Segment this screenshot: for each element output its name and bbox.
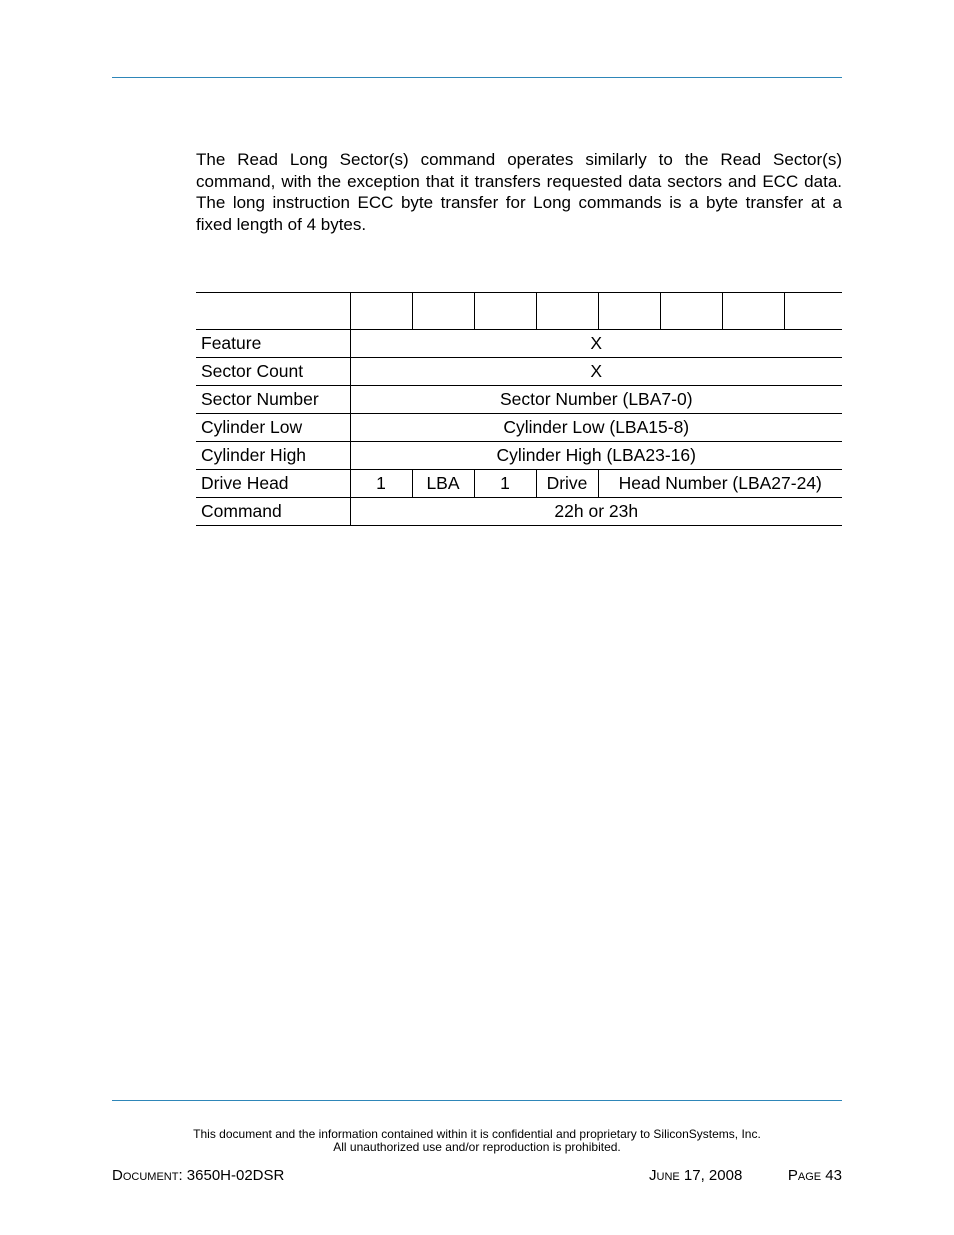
table-row	[196, 386, 842, 414]
register-value: X	[350, 330, 842, 358]
page-number-value: 43	[821, 1167, 842, 1184]
footer-rule	[112, 1100, 842, 1101]
notice-line: This document and the information contained within it is confidential and proprietary to SiliconSystems, Inc.	[193, 1127, 761, 1141]
date-month: June	[649, 1167, 680, 1184]
table-row	[196, 414, 842, 442]
header-cell	[660, 293, 722, 330]
page-label: Page	[787, 1167, 822, 1184]
register-name: Cylinder High	[196, 442, 350, 470]
confidentiality-notice	[112, 1128, 842, 1154]
register-name: Cylinder Low	[196, 414, 350, 442]
header-cell	[196, 293, 350, 330]
table-row	[196, 330, 842, 358]
register-value: 22h or 23h	[350, 498, 842, 526]
bit-cell: Drive	[536, 470, 598, 498]
table-row	[196, 358, 842, 386]
bit-cell: 1	[474, 470, 536, 498]
register-value: Cylinder High (LBA23-16)	[350, 442, 842, 470]
page-number	[788, 1167, 842, 1184]
document-label: Document	[112, 1167, 179, 1184]
table-row	[196, 498, 842, 526]
register-value: X	[350, 358, 842, 386]
date-rest: 17, 2008	[679, 1167, 743, 1184]
body-paragraph: The Read Long Sector(s) command operates similarly to the Read Sector(s) command, with the exception that it transfers requested data sectors and ECC data. The long instruction ECC byte transfer for Long commands is a byte transfer at a fixed length of 4 bytes.	[196, 150, 842, 234]
header-cell	[474, 293, 536, 330]
register-name: Sector Count	[196, 358, 350, 386]
head-number-cell: Head Number (LBA27-24)	[598, 470, 842, 498]
table-row	[196, 470, 842, 498]
header-cell	[784, 293, 842, 330]
header-rule	[112, 77, 842, 78]
table-header-row	[196, 293, 842, 330]
register-value: Sector Number (LBA7-0)	[350, 386, 842, 414]
header-cell	[412, 293, 474, 330]
register-name: Drive Head	[196, 470, 350, 498]
bit-cell: LBA	[412, 470, 474, 498]
notice-line: All unauthorized use and/or reproduction is prohibited.	[333, 1140, 621, 1154]
header-cell	[722, 293, 784, 330]
header-cell	[536, 293, 598, 330]
bit-cell: 1	[350, 470, 412, 498]
register-name: Command	[196, 498, 350, 526]
page-footer	[112, 1167, 842, 1187]
register-value: Cylinder Low (LBA15-8)	[350, 414, 842, 442]
document-number	[112, 1167, 284, 1184]
register-name: Sector Number	[196, 386, 350, 414]
document-date	[649, 1167, 742, 1184]
header-cell	[350, 293, 412, 330]
register-table	[196, 292, 842, 526]
header-cell	[598, 293, 660, 330]
table-row	[196, 442, 842, 470]
register-name: Feature	[196, 330, 350, 358]
document-number-value: : 3650H-02DSR	[178, 1167, 285, 1184]
